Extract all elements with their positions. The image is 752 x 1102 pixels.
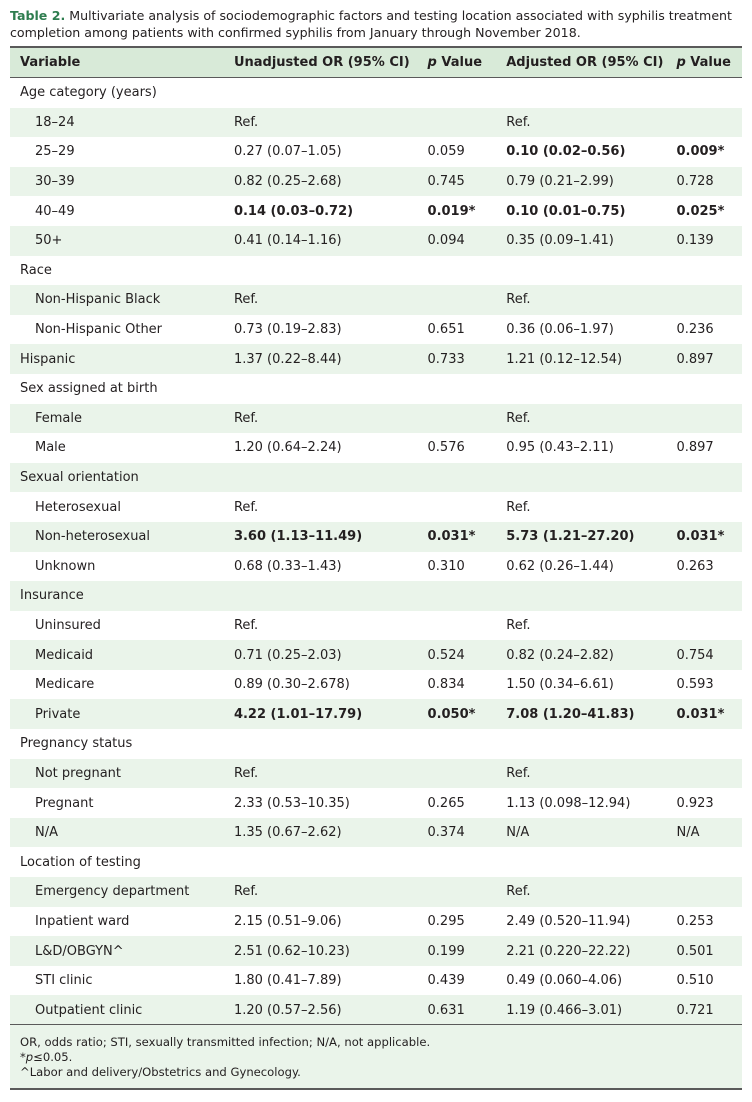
cell-p-value-unadjusted: 0.050*: [428, 699, 507, 729]
footnote-star: *: [20, 1050, 26, 1064]
cell-p-value-unadjusted: [428, 404, 507, 434]
cell-p-value-adjusted: [676, 581, 742, 611]
cell-unadjusted-or: 0.27 (0.07–1.05): [233, 144, 342, 160]
cell-unadjusted-or: 0.89 (0.30–2.678): [233, 677, 350, 693]
cell-p-value-adjusted: [676, 759, 742, 789]
table-row: [10, 285, 742, 315]
cell-adjusted-or: 1.19 (0.466–3.01): [506, 995, 676, 1025]
cell-variable: Pregnancy status: [20, 736, 133, 752]
cell-adjusted-or: [506, 463, 676, 493]
cell-p-value-unadjusted: [428, 374, 507, 404]
caption-label: Table 2.: [10, 8, 66, 23]
table-caption: [0, 0, 752, 40]
table-footnotes: [10, 1024, 742, 1090]
cell-unadjusted-or: 1.20 (0.64–2.24): [233, 440, 342, 456]
cell-variable: Non-Hispanic Black: [10, 285, 234, 315]
header-p-value-2: [676, 48, 742, 78]
table-row: [10, 907, 742, 937]
table-row: [10, 492, 742, 522]
header-p-rest: Value: [685, 55, 731, 70]
cell-unadjusted-or: [234, 78, 428, 108]
cell-adjusted-or: 2.21 (0.220–22.22): [506, 936, 676, 966]
table-row: [10, 670, 742, 700]
table-row: [10, 226, 742, 256]
table-row: [10, 759, 742, 789]
cell-variable: Uninsured: [35, 617, 101, 633]
cell-unadjusted-or: [234, 847, 428, 877]
table-row: [10, 877, 742, 907]
cell-variable: Age category (years): [20, 85, 157, 101]
cell-p-value-unadjusted: [428, 78, 507, 108]
cell-unadjusted-or: 0.68 (0.33–1.43): [233, 558, 342, 574]
cell-unadjusted-or: 1.37 (0.22–8.44): [234, 344, 428, 374]
cell-unadjusted-or: 1.20 (0.57–2.56): [234, 995, 428, 1025]
cell-adjusted-or: 0.62 (0.26–1.44): [506, 558, 614, 574]
table-row: [10, 966, 742, 996]
footnote-p: p: [25, 1050, 34, 1064]
cell-variable: 18–24: [10, 108, 234, 138]
cell-p-value-adjusted: 0.728: [676, 167, 742, 197]
table-row: [10, 699, 742, 729]
cell-adjusted-or: 1.50 (0.34–6.61): [506, 677, 614, 693]
cell-unadjusted-or: 1.35 (0.67–2.62): [234, 818, 428, 848]
cell-unadjusted-or: 0.73 (0.19–2.83): [233, 322, 342, 338]
cell-unadjusted-or: [234, 374, 428, 404]
cell-adjusted-or: [506, 374, 676, 404]
cell-variable: Medicaid: [10, 640, 234, 670]
cell-p-value-adjusted: 0.031*: [676, 522, 742, 552]
cell-p-value-adjusted: [676, 463, 742, 493]
cell-variable: 25–29: [35, 144, 75, 160]
table-row: [10, 433, 742, 463]
cell-adjusted-or: [506, 729, 676, 759]
cell-p-value-adjusted: 0.593: [676, 677, 714, 693]
cell-p-value-unadjusted: [428, 759, 507, 789]
cell-variable: Unknown: [35, 558, 96, 574]
cell-unadjusted-or: 0.14 (0.03–0.72): [233, 203, 354, 219]
cell-unadjusted-or: [234, 463, 428, 493]
cell-adjusted-or: Ref.: [506, 759, 676, 789]
cell-p-value-adjusted: [676, 404, 742, 434]
cell-unadjusted-or: Ref.: [234, 285, 428, 315]
cell-unadjusted-or: Ref.: [234, 759, 428, 789]
cell-p-value-unadjusted: 0.295: [427, 913, 465, 929]
cell-variable: Outpatient clinic: [10, 995, 234, 1025]
cell-p-value-adjusted: [676, 611, 742, 641]
cell-p-value-unadjusted: 0.733: [428, 344, 507, 374]
cell-variable: Female: [10, 404, 234, 434]
cell-p-value-adjusted: 0.897: [676, 344, 742, 374]
cell-p-value-unadjusted: [428, 492, 507, 522]
cell-p-value-unadjusted: 0.439: [427, 973, 465, 989]
cell-variable: Sexual orientation: [10, 463, 234, 493]
cell-unadjusted-or: Ref.: [234, 877, 428, 907]
table-row: [10, 729, 742, 759]
cell-p-value-adjusted: [676, 877, 742, 907]
cell-adjusted-or: Ref.: [506, 877, 676, 907]
table-row: [10, 936, 742, 966]
header-p-value-1: [428, 48, 507, 78]
cell-adjusted-or: Ref.: [506, 108, 676, 138]
cell-p-value-unadjusted: [428, 611, 507, 641]
cell-adjusted-or: 5.73 (1.21–27.20): [506, 522, 676, 552]
table-body: [10, 78, 742, 1026]
cell-p-value-adjusted: N/A: [676, 818, 742, 848]
table-row: [10, 818, 742, 848]
cell-p-value-unadjusted: 0.265: [427, 795, 465, 811]
cell-p-value-unadjusted: [428, 729, 507, 759]
cell-p-value-adjusted: [676, 847, 742, 877]
cell-variable: Not pregnant: [10, 759, 234, 789]
caption-text: Multivariate analysis of sociodemographic factors and testing location associated with syphilis treatment completion among patients with confirmed syphilis from January through November 2018.: [10, 8, 732, 40]
cell-variable: Inpatient ward: [35, 913, 130, 929]
cell-p-value-unadjusted: 0.059: [427, 144, 465, 160]
cell-p-value-unadjusted: 0.745: [428, 167, 507, 197]
table-row: [10, 315, 742, 345]
cell-adjusted-or: Ref.: [506, 499, 531, 515]
cell-variable: Emergency department: [10, 877, 234, 907]
cell-adjusted-or: 0.35 (0.09–1.41): [506, 226, 676, 256]
cell-p-value-adjusted: [676, 374, 742, 404]
cell-p-value-unadjusted: 0.199: [428, 936, 507, 966]
table-row: [10, 640, 742, 670]
cell-adjusted-or: 2.49 (0.520–11.94): [506, 913, 631, 929]
table-row: [10, 552, 742, 582]
cell-variable: N/A: [10, 818, 234, 848]
table-row: [10, 137, 742, 167]
cell-variable: Hispanic: [10, 344, 234, 374]
cell-adjusted-or: N/A: [506, 818, 676, 848]
cell-variable: Insurance: [10, 581, 234, 611]
cell-unadjusted-or: Ref.: [234, 108, 428, 138]
table-row: [10, 78, 742, 108]
header-unadjusted: Unadjusted OR (95% CI): [234, 48, 428, 78]
cell-p-value-adjusted: 0.139: [676, 226, 742, 256]
cell-variable: Location of testing: [20, 854, 141, 870]
cell-variable: Non-heterosexual: [10, 522, 234, 552]
cell-variable: 50+: [10, 226, 234, 256]
table-row: [10, 522, 742, 552]
cell-variable: Pregnant: [35, 795, 94, 811]
header-p-italic: p: [676, 55, 686, 70]
table-row: [10, 788, 742, 818]
cell-p-value-unadjusted: 0.374: [428, 818, 507, 848]
cell-unadjusted-or: 4.22 (1.01–17.79): [234, 699, 428, 729]
cell-p-value-unadjusted: 0.651: [427, 322, 465, 338]
header-p-italic: p: [427, 55, 437, 70]
cell-variable: Private: [10, 699, 234, 729]
cell-adjusted-or: [506, 78, 676, 108]
cell-variable: L&D/OBGYN^: [10, 936, 234, 966]
cell-variable: STI clinic: [35, 973, 93, 989]
table-row: [10, 847, 742, 877]
table-row: [10, 581, 742, 611]
table-row: [10, 196, 742, 226]
cell-unadjusted-or: Ref.: [233, 499, 259, 515]
cell-adjusted-or: 0.10 (0.01–0.75): [506, 203, 626, 219]
cell-p-value-unadjusted: 0.031*: [428, 522, 507, 552]
cell-p-value-adjusted: 0.923: [676, 795, 714, 811]
cell-unadjusted-or: 0.82 (0.25–2.68): [234, 167, 428, 197]
table-row: [10, 995, 742, 1025]
cell-variable: Non-Hispanic Other: [35, 322, 163, 338]
cell-p-value-adjusted: 0.025*: [676, 203, 725, 219]
results-table: [10, 48, 742, 1025]
cell-p-value-adjusted: [676, 108, 742, 138]
cell-unadjusted-or: Ref.: [234, 404, 428, 434]
footnote-significance: [20, 1050, 732, 1065]
cell-unadjusted-or: 2.51 (0.62–10.23): [234, 936, 428, 966]
table-row: [10, 374, 742, 404]
cell-adjusted-or: 0.49 (0.060–4.06): [506, 973, 623, 989]
cell-p-value-unadjusted: [428, 877, 507, 907]
cell-variable: 40–49: [35, 203, 75, 219]
footnote-caret: ^Labor and delivery/Obstetrics and Gynecology.: [20, 1065, 301, 1079]
cell-variable: Male: [35, 440, 66, 456]
cell-p-value-unadjusted: 0.524: [428, 640, 507, 670]
cell-p-value-unadjusted: 0.019*: [427, 203, 476, 219]
cell-p-value-unadjusted: 0.310: [427, 558, 465, 574]
footnote-threshold: ≤0.05.: [33, 1050, 73, 1064]
header-row: [10, 48, 742, 78]
cell-adjusted-or: 0.82 (0.24–2.82): [506, 640, 676, 670]
cell-variable: Heterosexual: [35, 499, 121, 515]
cell-p-value-adjusted: 0.721: [676, 995, 742, 1025]
cell-p-value-unadjusted: 0.834: [427, 677, 465, 693]
cell-p-value-adjusted: 0.501: [676, 936, 742, 966]
table-row: [10, 344, 742, 374]
cell-p-value-unadjusted: 0.576: [427, 440, 465, 456]
cell-p-value-unadjusted: [428, 581, 507, 611]
cell-p-value-adjusted: 0.009*: [676, 144, 725, 160]
cell-adjusted-or: 0.10 (0.02–0.56): [506, 144, 626, 160]
cell-adjusted-or: [506, 847, 676, 877]
cell-variable: Race: [20, 262, 52, 278]
cell-p-value-adjusted: 0.236: [676, 322, 714, 338]
cell-adjusted-or: Ref.: [506, 404, 676, 434]
cell-adjusted-or: 0.95 (0.43–2.11): [506, 440, 614, 456]
table-row: [10, 463, 742, 493]
header-variable: Variable: [10, 48, 234, 78]
cell-p-value-adjusted: 0.031*: [676, 699, 742, 729]
table-row: [10, 108, 742, 138]
cell-unadjusted-or: 2.33 (0.53–10.35): [233, 795, 350, 811]
cell-p-value-unadjusted: [428, 256, 507, 286]
table-row: [10, 256, 742, 286]
cell-unadjusted-or: 0.71 (0.25–2.03): [234, 640, 428, 670]
cell-p-value-unadjusted: [428, 285, 507, 315]
cell-p-value-adjusted: [676, 78, 742, 108]
cell-unadjusted-or: [234, 729, 428, 759]
header-p-rest: Value: [436, 55, 483, 70]
cell-p-value-adjusted: [676, 285, 742, 315]
cell-adjusted-or: Ref.: [506, 285, 676, 315]
cell-adjusted-or: [506, 256, 676, 286]
cell-p-value-unadjusted: [428, 463, 507, 493]
cell-unadjusted-or: [234, 256, 428, 286]
cell-adjusted-or: 0.36 (0.06–1.97): [506, 322, 614, 338]
cell-p-value-adjusted: 0.253: [676, 913, 714, 929]
cell-adjusted-or: 0.79 (0.21–2.99): [506, 167, 676, 197]
cell-adjusted-or: 1.21 (0.12–12.54): [506, 344, 676, 374]
cell-p-value-unadjusted: 0.094: [428, 226, 507, 256]
cell-p-value-adjusted: 0.897: [676, 440, 714, 456]
footnote-abbreviations: OR, odds ratio; STI, sexually transmitted infection; N/A, not applicable.: [20, 1035, 431, 1049]
cell-unadjusted-or: [234, 581, 428, 611]
cell-p-value-unadjusted: 0.631: [428, 995, 507, 1025]
cell-p-value-adjusted: 0.510: [676, 973, 714, 989]
cell-adjusted-or: [506, 581, 676, 611]
cell-unadjusted-or: 1.80 (0.41–7.89): [233, 973, 342, 989]
cell-p-value-adjusted: [676, 492, 742, 522]
table-row: [10, 404, 742, 434]
cell-unadjusted-or: 0.41 (0.14–1.16): [234, 226, 428, 256]
cell-adjusted-or: 7.08 (1.20–41.83): [506, 699, 676, 729]
cell-p-value-unadjusted: [428, 108, 507, 138]
cell-unadjusted-or: 3.60 (1.13–11.49): [234, 522, 428, 552]
header-adjusted: Adjusted OR (95% CI): [506, 48, 676, 78]
cell-adjusted-or: 1.13 (0.098–12.94): [506, 795, 631, 811]
cell-variable: 30–39: [10, 167, 234, 197]
table-row: [10, 167, 742, 197]
table-row: [10, 611, 742, 641]
cell-p-value-adjusted: 0.754: [676, 640, 742, 670]
cell-unadjusted-or: Ref.: [233, 617, 259, 633]
cell-adjusted-or: Ref.: [506, 617, 531, 633]
cell-p-value-adjusted: 0.263: [676, 558, 714, 574]
cell-p-value-unadjusted: [428, 847, 507, 877]
cell-variable: Medicare: [35, 677, 95, 693]
cell-variable: Sex assigned at birth: [20, 381, 158, 397]
cell-unadjusted-or: 2.15 (0.51–9.06): [233, 913, 342, 929]
cell-p-value-adjusted: [676, 256, 742, 286]
cell-p-value-adjusted: [676, 729, 742, 759]
